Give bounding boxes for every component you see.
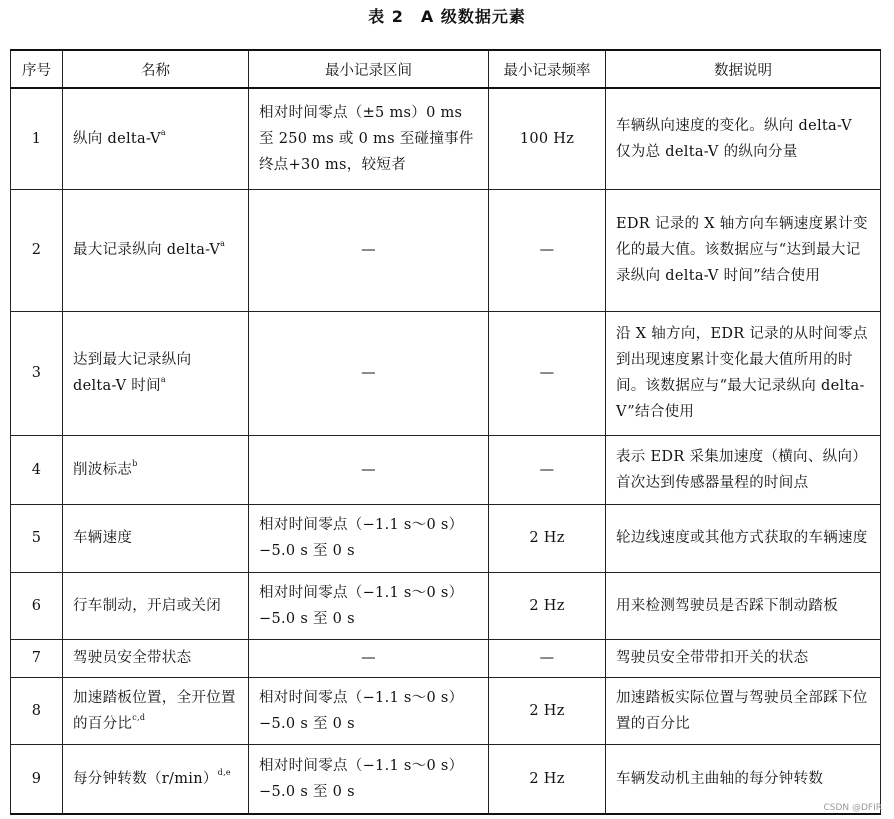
row-name-text: 每分钟转数（r/min） xyxy=(73,770,218,787)
row-number: 1 xyxy=(11,88,63,189)
row-footnote-mark: a xyxy=(160,375,166,384)
table-row xyxy=(11,435,881,504)
header-row xyxy=(11,50,881,88)
table-row xyxy=(11,88,881,189)
row-number: 2 xyxy=(11,189,63,311)
row-frequency: 2 Hz xyxy=(489,677,606,744)
table-row xyxy=(11,189,881,311)
row-description: 表示 EDR 采集加速度（横向、纵向）首次达到传感器量程的时间点 xyxy=(606,435,881,504)
row-interval: — xyxy=(249,189,489,311)
row-interval: 相对时间零点（−1.1 s～0 s）−5.0 s 至 0 s xyxy=(249,677,489,744)
row-name-text: 纵向 delta-V xyxy=(73,130,161,147)
row-number: 6 xyxy=(11,572,63,639)
row-name-text: 驾驶员安全带状态 xyxy=(73,650,192,666)
row-interval: 相对时间零点（±5 ms）0 ms 至 250 ms 或 0 ms 至碰撞事件终点+30 ms，较短者 xyxy=(249,88,489,189)
row-number: 3 xyxy=(11,311,63,435)
row-number: 5 xyxy=(11,504,63,572)
row-interval: — xyxy=(249,639,489,677)
row-description: 驾驶员安全带带扣开关的状态 xyxy=(606,639,881,677)
table-row xyxy=(11,639,881,677)
header-no: 序号 xyxy=(11,50,63,88)
row-interval: — xyxy=(249,435,489,504)
row-footnote-mark: d,e xyxy=(217,767,231,777)
row-name-text: 最大记录纵向 delta-V xyxy=(73,242,221,258)
row-number: 4 xyxy=(11,435,63,504)
row-number: 9 xyxy=(11,744,63,814)
row-number: 8 xyxy=(11,677,63,744)
watermark: CSDN @DFIR xyxy=(823,803,882,813)
header-interval: 最小记录区间 xyxy=(249,50,489,88)
row-name xyxy=(63,88,249,189)
row-name xyxy=(63,572,249,639)
row-name xyxy=(63,744,249,814)
data-elements-table xyxy=(10,49,881,815)
row-footnote-mark: a xyxy=(160,127,166,137)
row-frequency: 2 Hz xyxy=(489,504,606,572)
row-name xyxy=(63,639,249,677)
row-name-text: 行车制动，开启或关闭 xyxy=(73,597,221,614)
row-frequency: 100 Hz xyxy=(489,88,606,189)
row-description: EDR 记录的 X 轴方向车辆速度累计变化的最大值。该数据应与“达到最大记录纵向 delta-V 时间”结合使用 xyxy=(606,189,881,311)
header-name: 名称 xyxy=(63,50,249,88)
row-footnote-mark: b xyxy=(132,458,138,468)
row-interval: 相对时间零点（−1.1 s～0 s）−5.0 s 至 0 s xyxy=(249,504,489,572)
row-description: 沿 X 轴方向，EDR 记录的从时间零点到出现速度累计变化最大值所用的时间。该数据应与“最大记录纵向 delta-V”结合使用 xyxy=(606,311,881,435)
row-number: 7 xyxy=(11,639,63,677)
row-footnote-mark: c,d xyxy=(132,712,146,722)
header-freq: 最小记录频率 xyxy=(489,50,606,88)
row-footnote-mark: a xyxy=(220,239,226,248)
row-name-text: 削波标志 xyxy=(73,461,133,478)
table-row xyxy=(11,504,881,572)
row-description: 车辆纵向速度的变化。纵向 delta-V 仅为总 delta-V 的纵向分量 xyxy=(606,88,881,189)
row-name-text: 加速踏板位置，全开位置的百分比 xyxy=(73,689,236,732)
table-row xyxy=(11,572,881,639)
table-row xyxy=(11,677,881,744)
row-frequency: 2 Hz xyxy=(489,744,606,814)
header-desc: 数据说明 xyxy=(606,50,881,88)
row-name-text: 车辆速度 xyxy=(73,530,133,546)
row-frequency: — xyxy=(489,639,606,677)
row-frequency: — xyxy=(489,311,606,435)
row-interval: 相对时间零点（−1.1 s～0 s）−5.0 s 至 0 s xyxy=(249,572,489,639)
row-description: 车辆发动机主曲轴的每分钟转数 xyxy=(606,744,881,814)
row-frequency: 2 Hz xyxy=(489,572,606,639)
table-caption: 表 2 A 级数据元素 xyxy=(368,7,526,26)
row-interval: 相对时间零点（−1.1 s～0 s）−5.0 s 至 0 s xyxy=(249,744,489,814)
table-row xyxy=(11,744,881,814)
row-name xyxy=(63,311,249,435)
row-description: 加速踏板实际位置与驾驶员全部踩下位置的百分比 xyxy=(606,677,881,744)
row-description: 轮边线速度或其他方式获取的车辆速度 xyxy=(606,504,881,572)
row-name xyxy=(63,504,249,572)
row-interval: — xyxy=(249,311,489,435)
table-row xyxy=(11,311,881,435)
row-frequency: — xyxy=(489,189,606,311)
row-description: 用来检测驾驶员是否踩下制动踏板 xyxy=(606,572,881,639)
row-name xyxy=(63,189,249,311)
row-frequency: — xyxy=(489,435,606,504)
row-name xyxy=(63,677,249,744)
row-name xyxy=(63,435,249,504)
row-name-text: 达到最大记录纵向 delta-V 时间 xyxy=(73,352,192,394)
